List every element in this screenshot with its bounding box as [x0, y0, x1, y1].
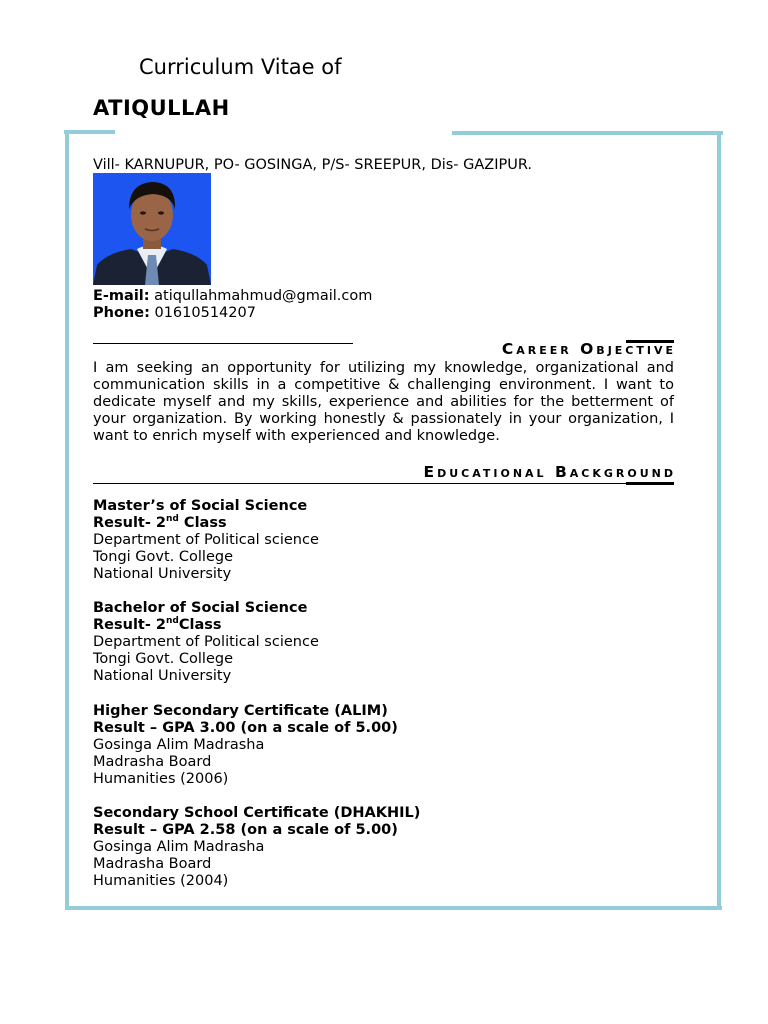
education-entry-bachelor — [93, 600, 653, 685]
degree-board: Madrasha Board — [93, 856, 212, 872]
phone-value: 01610514207 — [154, 305, 256, 321]
contact-block — [93, 288, 372, 322]
profile-photo — [93, 173, 211, 285]
education-heading: Educational Background — [423, 463, 676, 481]
career-objective-text: I am seeking an opportunity for utilizing my knowledge, organizational and communication skills in a competitive & challenging environment. I want to dedicate myself and my skills, experience and abilities for the betterment of your organization. By working honestly & passionately in your organization, I want to enrich myself with experienced and knowledge. — [93, 360, 674, 444]
email-line — [93, 288, 372, 305]
degree-result: Result – GPA 3.00 (on a scale of 5.00) — [93, 720, 398, 736]
degree-university: National University — [93, 566, 232, 582]
degree-title: Bachelor of Social Science — [93, 600, 308, 616]
email-label: E-mail: — [93, 288, 150, 304]
career-rule — [93, 343, 353, 344]
education-entry-ssc — [93, 805, 653, 890]
education-entry-hsc — [93, 703, 653, 788]
degree-title: Secondary School Certificate (DHAKHIL) — [93, 805, 421, 821]
border-left — [65, 130, 69, 910]
degree-department: Department of Political science — [93, 634, 319, 650]
degree-result: Result – GPA 2.58 (on a scale of 5.00) — [93, 822, 398, 838]
cv-title: Curriculum Vitae of — [139, 55, 342, 79]
border-right — [717, 133, 721, 910]
border-top-left — [64, 130, 115, 134]
degree-institution: Tongi Govt. College — [93, 651, 233, 667]
border-top-right — [452, 131, 723, 135]
degree-board: Madrasha Board — [93, 754, 212, 770]
degree-group: Humanities (2004) — [93, 873, 229, 889]
degree-department: Department of Political science — [93, 532, 319, 548]
person-silhouette-icon — [93, 173, 211, 285]
degree-institution: Gosinga Alim Madrasha — [93, 737, 265, 753]
degree-institution: Tongi Govt. College — [93, 549, 233, 565]
degree-result: Result- 2ndClass — [93, 616, 222, 633]
education-rule — [93, 483, 673, 484]
education-entry-masters — [93, 498, 653, 583]
border-bottom — [65, 906, 722, 910]
phone-label: Phone: — [93, 305, 150, 321]
education-rule-accent — [626, 482, 674, 485]
degree-title: Higher Secondary Certificate (ALIM) — [93, 703, 388, 719]
degree-group: Humanities (2006) — [93, 771, 229, 787]
career-objective-heading: Career Objective — [501, 340, 676, 358]
degree-result: Result- 2nd Class — [93, 514, 227, 531]
degree-university: National University — [93, 668, 232, 684]
address: Vill- KARNUPUR, PO- GOSINGA, P/S- SREEPUR, Dis- GAZIPUR. — [93, 157, 533, 173]
phone-line — [93, 305, 372, 322]
degree-institution: Gosinga Alim Madrasha — [93, 839, 265, 855]
candidate-name: ATIQULLAH — [93, 96, 230, 120]
email-value[interactable]: atiqullahmahmud@gmail.com — [154, 288, 373, 304]
degree-title: Master’s of Social Science — [93, 498, 308, 514]
